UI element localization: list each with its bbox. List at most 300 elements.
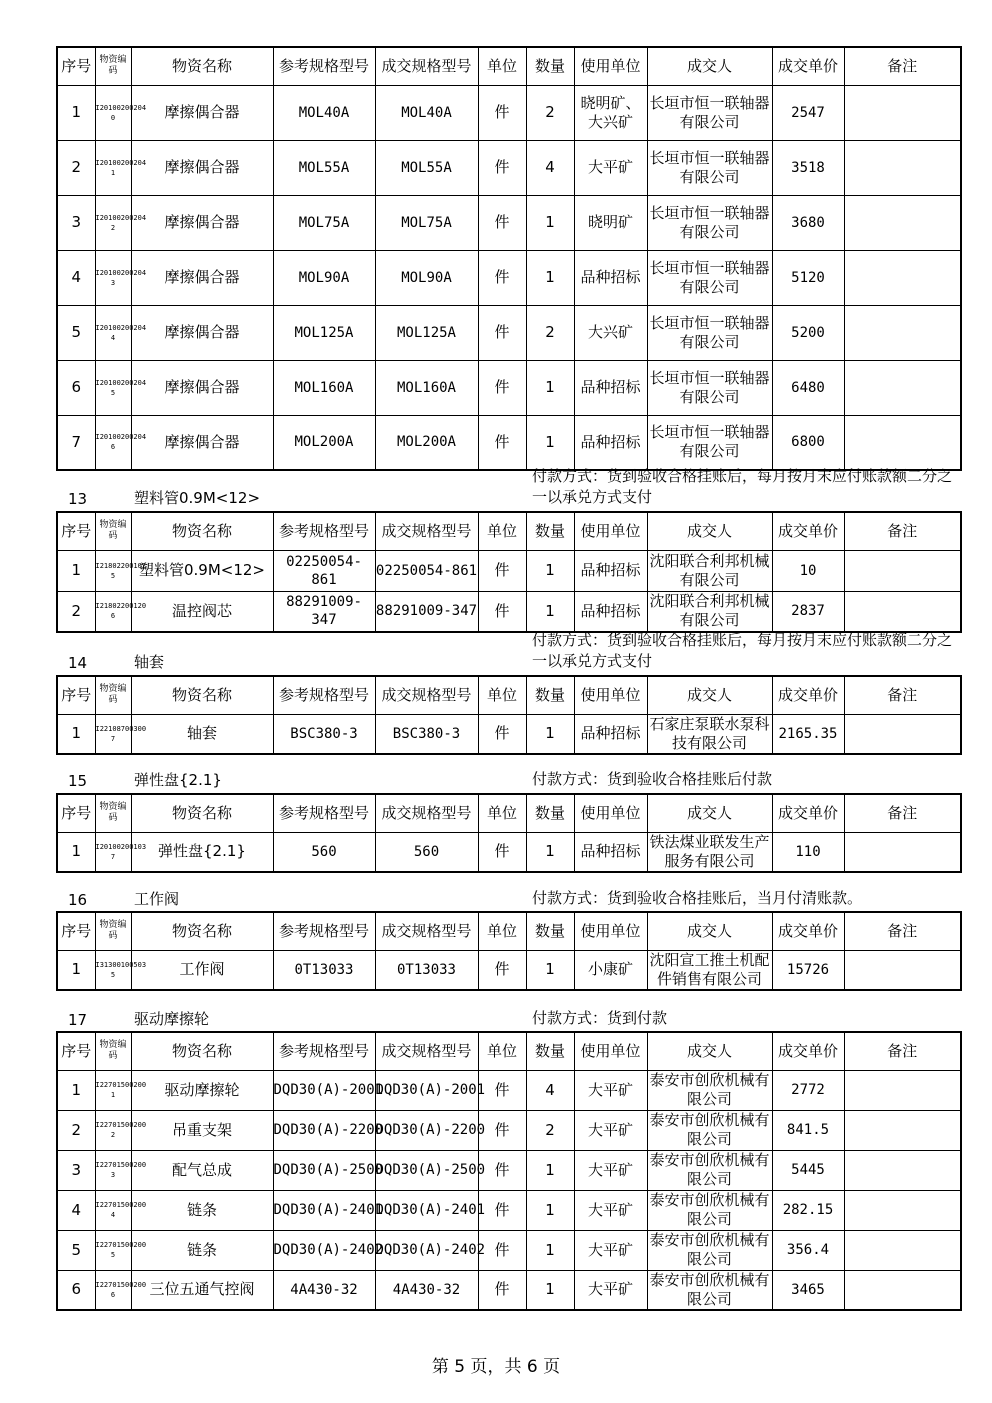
cell-ref-spec: MOL40A <box>273 85 375 140</box>
cell-deal-spec: MOL40A <box>375 85 478 140</box>
cell-ref-spec: 02250054-861 <box>273 550 375 591</box>
header-user: 使用单位 <box>574 512 647 550</box>
cell-note <box>844 950 961 990</box>
cell-unit: 件 <box>478 1190 526 1230</box>
cell-name: 链条 <box>131 1230 273 1270</box>
header-user: 使用单位 <box>574 794 647 832</box>
cell-deal-spec: MOL125A <box>375 305 478 360</box>
cell-user: 大平矿 <box>574 1150 647 1190</box>
section-13 <box>56 511 960 633</box>
cell-user: 品种招标 <box>574 591 647 632</box>
header-note: 备注 <box>844 1032 961 1070</box>
cell-note <box>844 1070 961 1110</box>
header-seq: 序号 <box>57 1032 95 1070</box>
payment-terms: 付款方式：货到付款 <box>532 1009 668 1027</box>
header-qty: 数量 <box>526 512 574 550</box>
cell-qty: 1 <box>526 591 574 632</box>
cell-unit: 件 <box>478 250 526 305</box>
cell-supplier: 泰安市创欣机械有限公司 <box>647 1230 772 1270</box>
table-row <box>57 250 961 305</box>
cell-seq: 2 <box>57 591 95 632</box>
cell-note <box>844 85 961 140</box>
cell-ref-spec: 4A430-32 <box>273 1270 375 1310</box>
table-row <box>57 1110 961 1150</box>
cell-qty: 1 <box>526 1150 574 1190</box>
cell-deal-spec: MOL160A <box>375 360 478 415</box>
cell-deal-spec: 02250054-861 <box>375 550 478 591</box>
cell-code: I22701500200 3 <box>95 1150 131 1190</box>
cell-unit: 件 <box>478 1230 526 1270</box>
cell-price: 2772 <box>772 1070 844 1110</box>
cell-code: I20100200204 2 <box>95 195 131 250</box>
cell-user: 晓明矿 <box>574 195 647 250</box>
header-seq: 序号 <box>57 47 95 85</box>
section-header-14 <box>56 631 960 674</box>
cell-user: 大平矿 <box>574 1270 647 1310</box>
cell-supplier: 泰安市创欣机械有限公司 <box>647 1190 772 1230</box>
cell-qty: 1 <box>526 1230 574 1270</box>
cell-supplier: 泰安市创欣机械有限公司 <box>647 1270 772 1310</box>
cell-note <box>844 591 961 632</box>
cell-code: I20100200204 1 <box>95 140 131 195</box>
cell-code: I20100200204 5 <box>95 360 131 415</box>
cell-note <box>844 140 961 195</box>
items-table-17 <box>56 1031 962 1311</box>
cell-ref-spec: MOL75A <box>273 195 375 250</box>
cell-unit: 件 <box>478 1110 526 1150</box>
header-user: 使用单位 <box>574 676 647 714</box>
cell-unit: 件 <box>478 360 526 415</box>
payment-terms: 付款方式：货到验收合格挂账后，每月按月末应付账款额二分之一以承兑方式支付 <box>532 467 953 506</box>
header-qty: 数量 <box>526 1032 574 1070</box>
header-note: 备注 <box>844 912 961 950</box>
cell-code: I22701500200 6 <box>95 1270 131 1310</box>
cell-code: I20100200204 3 <box>95 250 131 305</box>
cell-user: 品种招标 <box>574 550 647 591</box>
table-row <box>57 195 961 250</box>
header-name: 物资名称 <box>131 676 273 714</box>
cell-supplier: 沈阳宣工推土机配件销售有限公司 <box>647 950 772 990</box>
section-number: 17 <box>68 1011 88 1029</box>
cell-ref-spec: MOL55A <box>273 140 375 195</box>
header-row <box>57 794 961 832</box>
section-16 <box>56 911 960 991</box>
cell-price: 6480 <box>772 360 844 415</box>
header-name: 物资名称 <box>131 1032 273 1070</box>
cell-ref-spec: BSC380-3 <box>273 714 375 754</box>
header-row <box>57 1032 961 1070</box>
cell-deal-spec: 0T13033 <box>375 950 478 990</box>
header-price: 成交单价 <box>772 794 844 832</box>
cell-unit: 件 <box>478 714 526 754</box>
header-seq: 序号 <box>57 512 95 550</box>
cell-user: 大平矿 <box>574 1190 647 1230</box>
cell-seq: 4 <box>57 1190 95 1230</box>
table-row <box>57 591 961 632</box>
header-code: 物资编码 <box>95 912 131 950</box>
cell-ref-spec: MOL160A <box>273 360 375 415</box>
cell-qty: 1 <box>526 832 574 872</box>
header-note: 备注 <box>844 512 961 550</box>
header-ref-spec: 参考规格型号 <box>273 512 375 550</box>
header-unit: 单位 <box>478 676 526 714</box>
cell-unit: 件 <box>478 550 526 591</box>
cell-name: 弹性盘{2.1} <box>131 832 273 872</box>
cell-user: 大平矿 <box>574 1110 647 1150</box>
header-deal-spec: 成交规格型号 <box>375 912 478 950</box>
header-deal-spec: 成交规格型号 <box>375 676 478 714</box>
cell-ref-spec: 88291009-347 <box>273 591 375 632</box>
header-row <box>57 912 961 950</box>
cell-name: 摩擦偶合器 <box>131 415 273 470</box>
header-user: 使用单位 <box>574 912 647 950</box>
cell-price: 282.15 <box>772 1190 844 1230</box>
header-qty: 数量 <box>526 794 574 832</box>
header-qty: 数量 <box>526 912 574 950</box>
cell-seq: 1 <box>57 1070 95 1110</box>
header-user: 使用单位 <box>574 47 647 85</box>
cell-price: 2165.35 <box>772 714 844 754</box>
cell-ref-spec: 560 <box>273 832 375 872</box>
header-row <box>57 47 961 85</box>
cell-code: I22701500200 4 <box>95 1190 131 1230</box>
cell-price: 6800 <box>772 415 844 470</box>
header-supplier: 成交人 <box>647 1032 772 1070</box>
header-qty: 数量 <box>526 676 574 714</box>
cell-seq: 5 <box>57 305 95 360</box>
cell-note <box>844 1230 961 1270</box>
cell-supplier: 沈阳联合利邦机械有限公司 <box>647 550 772 591</box>
cell-supplier: 长垣市恒一联轴器有限公司 <box>647 415 772 470</box>
cell-name: 温控阀芯 <box>131 591 273 632</box>
cell-qty: 2 <box>526 305 574 360</box>
cell-user: 品种招标 <box>574 832 647 872</box>
cell-deal-spec: MOL200A <box>375 415 478 470</box>
cell-ref-spec: MOL90A <box>273 250 375 305</box>
payment-terms: 付款方式：货到验收合格挂账后，每月按月末应付账款额二分之一以承兑方式支付 <box>532 631 953 670</box>
header-unit: 单位 <box>478 512 526 550</box>
cell-name: 塑料管0.9M<12> <box>131 550 273 591</box>
cell-supplier: 泰安市创欣机械有限公司 <box>647 1110 772 1150</box>
header-row <box>57 512 961 550</box>
header-price: 成交单价 <box>772 47 844 85</box>
cell-supplier: 长垣市恒一联轴器有限公司 <box>647 195 772 250</box>
cell-price: 3518 <box>772 140 844 195</box>
items-table-13 <box>56 511 962 633</box>
table-row <box>57 85 961 140</box>
items-table-0 <box>56 46 962 471</box>
section-name: 塑料管0.9M<12> <box>134 489 261 507</box>
cell-supplier: 泰安市创欣机械有限公司 <box>647 1150 772 1190</box>
section-number: 16 <box>68 891 88 909</box>
section-header-16 <box>56 871 960 911</box>
cell-unit: 件 <box>478 832 526 872</box>
cell-unit: 件 <box>478 305 526 360</box>
cell-name: 轴套 <box>131 714 273 754</box>
cell-qty: 1 <box>526 1270 574 1310</box>
cell-price: 841.5 <box>772 1110 844 1150</box>
cell-seq: 3 <box>57 195 95 250</box>
cell-unit: 件 <box>478 950 526 990</box>
cell-deal-spec: DQD30(A)-2401 <box>375 1190 478 1230</box>
cell-deal-spec: 4A430-32 <box>375 1270 478 1310</box>
header-name: 物资名称 <box>131 912 273 950</box>
header-unit: 单位 <box>478 794 526 832</box>
cell-qty: 1 <box>526 550 574 591</box>
payment-terms: 付款方式：货到验收合格挂账后付款 <box>532 770 773 788</box>
cell-note <box>844 1150 961 1190</box>
cell-seq: 1 <box>57 714 95 754</box>
table-row <box>57 415 961 470</box>
cell-name: 吊重支架 <box>131 1110 273 1150</box>
cell-code: I20100200204 6 <box>95 415 131 470</box>
header-code: 物资编码 <box>95 794 131 832</box>
cell-qty: 1 <box>526 250 574 305</box>
cell-code: I22701500200 2 <box>95 1110 131 1150</box>
cell-supplier: 沈阳联合利邦机械有限公司 <box>647 591 772 632</box>
cell-note <box>844 360 961 415</box>
cell-qty: 1 <box>526 950 574 990</box>
cell-ref-spec: DQD30(A)-2402 <box>273 1230 375 1270</box>
header-ref-spec: 参考规格型号 <box>273 47 375 85</box>
cell-price: 3680 <box>772 195 844 250</box>
cell-name: 工作阀 <box>131 950 273 990</box>
cell-supplier: 长垣市恒一联轴器有限公司 <box>647 305 772 360</box>
table-row <box>57 360 961 415</box>
cell-supplier: 铁法煤业联发生产服务有限公司 <box>647 832 772 872</box>
cell-note <box>844 1110 961 1150</box>
table-row <box>57 1150 961 1190</box>
header-qty: 数量 <box>526 47 574 85</box>
header-price: 成交单价 <box>772 912 844 950</box>
cell-note <box>844 305 961 360</box>
cell-unit: 件 <box>478 591 526 632</box>
header-name: 物资名称 <box>131 47 273 85</box>
header-seq: 序号 <box>57 794 95 832</box>
cell-user: 小康矿 <box>574 950 647 990</box>
table-row <box>57 1070 961 1110</box>
header-ref-spec: 参考规格型号 <box>273 912 375 950</box>
section-header-17 <box>56 991 960 1031</box>
cell-unit: 件 <box>478 1070 526 1110</box>
cell-code: I20100200103 7 <box>95 832 131 872</box>
table-row <box>57 550 961 591</box>
cell-qty: 1 <box>526 714 574 754</box>
header-note: 备注 <box>844 47 961 85</box>
header-user: 使用单位 <box>574 1032 647 1070</box>
header-name: 物资名称 <box>131 794 273 832</box>
cell-seq: 2 <box>57 1110 95 1150</box>
cell-deal-spec: MOL90A <box>375 250 478 305</box>
cell-unit: 件 <box>478 195 526 250</box>
header-price: 成交单价 <box>772 1032 844 1070</box>
cell-deal-spec: MOL55A <box>375 140 478 195</box>
cell-qty: 1 <box>526 360 574 415</box>
cell-name: 驱动摩擦轮 <box>131 1070 273 1110</box>
cell-qty: 4 <box>526 1070 574 1110</box>
cell-unit: 件 <box>478 140 526 195</box>
cell-note <box>844 714 961 754</box>
header-deal-spec: 成交规格型号 <box>375 794 478 832</box>
cell-name: 摩擦偶合器 <box>131 85 273 140</box>
section-header-15 <box>56 752 960 792</box>
table-row <box>57 950 961 990</box>
cell-deal-spec: MOL75A <box>375 195 478 250</box>
section-header-13 <box>56 467 960 510</box>
header-price: 成交单价 <box>772 676 844 714</box>
cell-deal-spec: DQD30(A)-2001 <box>375 1070 478 1110</box>
cell-code: I21802200120 6 <box>95 591 131 632</box>
cell-note <box>844 832 961 872</box>
header-deal-spec: 成交规格型号 <box>375 47 478 85</box>
cell-supplier: 长垣市恒一联轴器有限公司 <box>647 250 772 305</box>
cell-name: 摩擦偶合器 <box>131 305 273 360</box>
header-unit: 单位 <box>478 912 526 950</box>
cell-seq: 7 <box>57 415 95 470</box>
header-deal-spec: 成交规格型号 <box>375 512 478 550</box>
cell-price: 15726 <box>772 950 844 990</box>
table-row <box>57 1190 961 1230</box>
cell-unit: 件 <box>478 415 526 470</box>
cell-user: 大平矿 <box>574 1070 647 1110</box>
cell-deal-spec: DQD30(A)-2200 <box>375 1110 478 1150</box>
cell-ref-spec: DQD30(A)-2200 <box>273 1110 375 1150</box>
section-name: 工作阀 <box>134 890 180 908</box>
cell-deal-spec: DQD30(A)-2402 <box>375 1230 478 1270</box>
section-name: 弹性盘{2.1} <box>134 771 222 789</box>
header-supplier: 成交人 <box>647 512 772 550</box>
cell-user: 大兴矿 <box>574 305 647 360</box>
cell-deal-spec: 560 <box>375 832 478 872</box>
cell-user: 品种招标 <box>574 714 647 754</box>
cell-code: I20100200204 0 <box>95 85 131 140</box>
cell-seq: 6 <box>57 1270 95 1310</box>
items-table-15 <box>56 793 962 873</box>
cell-price: 5445 <box>772 1150 844 1190</box>
cell-supplier: 泰安市创欣机械有限公司 <box>647 1070 772 1110</box>
cell-code: I22108700300 7 <box>95 714 131 754</box>
cell-code: I22701500200 5 <box>95 1230 131 1270</box>
cell-seq: 1 <box>57 85 95 140</box>
cell-seq: 4 <box>57 250 95 305</box>
cell-note <box>844 415 961 470</box>
payment-terms: 付款方式：货到验收合格挂账后，当月付清账款。 <box>532 889 863 907</box>
cell-seq: 1 <box>57 950 95 990</box>
header-code: 物资编码 <box>95 676 131 714</box>
section-15 <box>56 793 960 873</box>
cell-ref-spec: 0T13033 <box>273 950 375 990</box>
cell-ref-spec: DQD30(A)-2500 <box>273 1150 375 1190</box>
section-number: 14 <box>68 654 88 672</box>
section-number: 13 <box>68 490 88 508</box>
cell-user: 大平矿 <box>574 140 647 195</box>
cell-name: 三位五通气控阀 <box>131 1270 273 1310</box>
header-note: 备注 <box>844 676 961 714</box>
cell-qty: 2 <box>526 1110 574 1150</box>
items-table-16 <box>56 911 962 991</box>
items-table-14 <box>56 675 962 755</box>
cell-note <box>844 195 961 250</box>
cell-qty: 1 <box>526 195 574 250</box>
header-ref-spec: 参考规格型号 <box>273 1032 375 1070</box>
cell-price: 110 <box>772 832 844 872</box>
cell-qty: 1 <box>526 1190 574 1230</box>
header-note: 备注 <box>844 794 961 832</box>
cell-price: 2547 <box>772 85 844 140</box>
header-price: 成交单价 <box>772 512 844 550</box>
cell-code: I20100200204 4 <box>95 305 131 360</box>
cell-note <box>844 1190 961 1230</box>
cell-name: 摩擦偶合器 <box>131 250 273 305</box>
cell-supplier: 长垣市恒一联轴器有限公司 <box>647 360 772 415</box>
section-name: 轴套 <box>134 653 165 671</box>
header-row <box>57 676 961 714</box>
header-seq: 序号 <box>57 676 95 714</box>
cell-unit: 件 <box>478 1150 526 1190</box>
header-name: 物资名称 <box>131 512 273 550</box>
cell-supplier: 长垣市恒一联轴器有限公司 <box>647 85 772 140</box>
cell-deal-spec: 88291009-347 <box>375 591 478 632</box>
cell-ref-spec: DQD30(A)-2001 <box>273 1070 375 1110</box>
header-deal-spec: 成交规格型号 <box>375 1032 478 1070</box>
page-footer: 第 5 页，共 6 页 <box>431 1357 561 1377</box>
cell-seq: 6 <box>57 360 95 415</box>
cell-seq: 5 <box>57 1230 95 1270</box>
section-17 <box>56 1031 960 1311</box>
cell-price: 3465 <box>772 1270 844 1310</box>
cell-seq: 1 <box>57 550 95 591</box>
cell-qty: 2 <box>526 85 574 140</box>
cell-note <box>844 250 961 305</box>
cell-price: 10 <box>772 550 844 591</box>
section-0 <box>56 46 960 471</box>
cell-seq: 2 <box>57 140 95 195</box>
cell-seq: 3 <box>57 1150 95 1190</box>
cell-code: I21802200102 5 <box>95 550 131 591</box>
cell-user: 品种招标 <box>574 415 647 470</box>
cell-user: 品种招标 <box>574 250 647 305</box>
cell-note <box>844 550 961 591</box>
header-supplier: 成交人 <box>647 47 772 85</box>
table-row <box>57 1230 961 1270</box>
section-14 <box>56 675 960 755</box>
table-row <box>57 714 961 754</box>
cell-note <box>844 1270 961 1310</box>
cell-price: 2837 <box>772 591 844 632</box>
cell-supplier: 长垣市恒一联轴器有限公司 <box>647 140 772 195</box>
cell-qty: 1 <box>526 415 574 470</box>
table-row <box>57 305 961 360</box>
header-supplier: 成交人 <box>647 794 772 832</box>
cell-deal-spec: DQD30(A)-2500 <box>375 1150 478 1190</box>
cell-deal-spec: BSC380-3 <box>375 714 478 754</box>
table-row <box>57 140 961 195</box>
header-unit: 单位 <box>478 47 526 85</box>
cell-name: 摩擦偶合器 <box>131 140 273 195</box>
cell-ref-spec: MOL125A <box>273 305 375 360</box>
cell-user: 品种招标 <box>574 360 647 415</box>
header-code: 物资编码 <box>95 512 131 550</box>
table-row <box>57 1270 961 1310</box>
cell-unit: 件 <box>478 1270 526 1310</box>
cell-qty: 4 <box>526 140 574 195</box>
cell-name: 摩擦偶合器 <box>131 360 273 415</box>
header-code: 物资编码 <box>95 47 131 85</box>
section-name: 驱动摩擦轮 <box>134 1010 210 1028</box>
cell-name: 链条 <box>131 1190 273 1230</box>
cell-code: I31300100503 5 <box>95 950 131 990</box>
header-seq: 序号 <box>57 912 95 950</box>
